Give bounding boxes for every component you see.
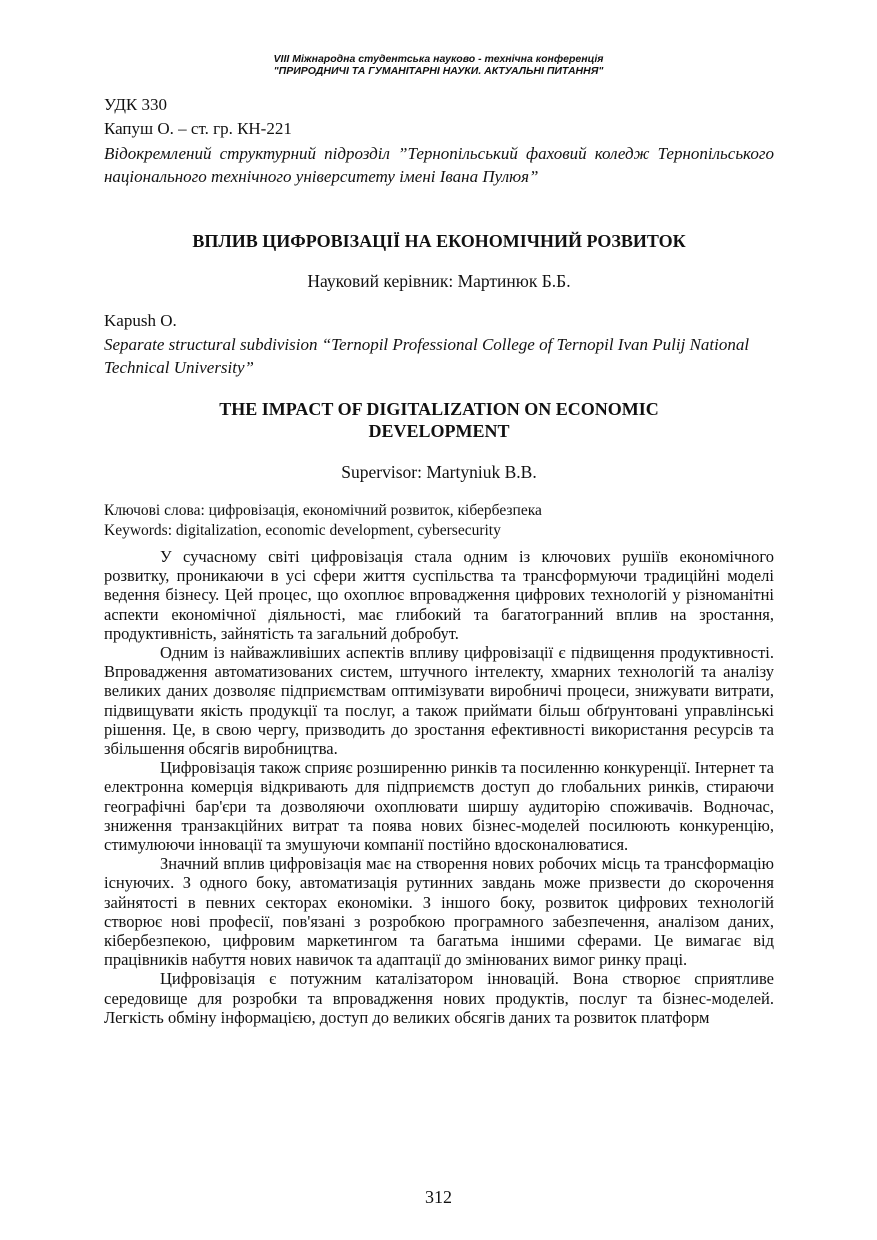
- page-number: 312: [425, 1187, 452, 1207]
- title-en: [104, 398, 774, 442]
- keywords-en: Keywords: digitalization, economic development, cybersecurity: [104, 522, 501, 539]
- title-en-line1: THE IMPACT OF DIGITALIZATION ON ECONOMIC: [219, 399, 659, 419]
- affiliation-en: Separate structural subdivision “Ternopil Professional College of Ternopil Ivan Pulij National Technical University”: [104, 335, 750, 377]
- keywords: [104, 501, 774, 541]
- udk-code: УДК 330: [104, 95, 168, 114]
- paragraph: Значний вплив цифровізація має на створення нових робочих місць та трансформацію існуючих. З одного боку, автоматизація рутинних завдань може призвести до скорочення зайнятості в певних секторах економіки. З іншого боку, розвиток цифрових технологій створює нові професії, пов'язані з розробкою програмного забезпечення, аналізом даних, кібербезпекою, цифровим маркетингом та багатьма іншими сферами. Це вимагає від працівників набуття нових навичок та адаптації до змінюваних вимог ринку праці.: [104, 854, 774, 970]
- supervisor-en: Supervisor: Martyniuk B.B.: [341, 462, 537, 482]
- paragraph: Одним із найважливіших аспектів впливу цифровізації є підвищення продуктивності. Впровадження автоматизованих систем, штучного інтелекту, хмарних технологій та аналізу великих даних дозволяє підприємствам оптимізувати виробничі процеси, знижувати витрати, підвищувати якість продукції та послуг, а також приймати більш обґрунтовані управлінські рішення. Це, в свою чергу, призводить до зростання ефективності використання ресурсів та збільшення обсягів виробництва.: [104, 643, 774, 759]
- paragraph: У сучасному світі цифровізація стала одним із ключових рушіїв економічного розвитку, проникаючи в усі сфери життя суспільства та трансформуючи традиційні моделі ведення бізнесу. Цей процес, що охоплює впровадження цифрових технологій у різноманітні аспекти економічної діяльності, має глибокий та багатогранний вплив на зростання, продуктивність, зайнятість та загальний добробут.: [104, 547, 774, 643]
- affiliation-ua: Відокремлений структурний підрозділ ”Тернопільський фаховий коледж Тернопільського національного технічного університету імені Івана Пулюя”: [104, 144, 774, 186]
- conference-header-line2: "ПРИРОДНИЧІ ТА ГУМАНІТАРНІ НАУКИ. АКТУАЛЬНІ ПИТАННЯ": [273, 65, 604, 77]
- body-text: [104, 547, 774, 1027]
- title-ua: ВПЛИВ ЦИФРОВІЗАЦІЇ НА ЕКОНОМІЧНИЙ РОЗВИТОК: [192, 231, 686, 251]
- title-en-line2: DEVELOPMENT: [368, 421, 510, 441]
- conference-header-line1: VIII Міжнародна студентська науково - технічна конференція: [273, 53, 604, 65]
- author-en: Kapush O.: [104, 311, 177, 330]
- conference-header: [0, 53, 877, 77]
- author-ua: Капуш О. – ст. гр. КН-221: [104, 119, 292, 138]
- keywords-ua: Ключові слова: цифровізація, економічний розвиток, кібербезпека: [104, 502, 542, 519]
- paragraph: Цифровізація також сприяє розширенню ринків та посиленню конкуренції. Інтернет та електронна комерція відкривають для підприємств доступ до глобальних ринків, стираючи географічні бар'єри та дозволяючи охоплювати ширшу аудиторію споживачів. Водночас, зниження транзакційних витрат та поява нових бізнес-моделей посилюють конкуренцію, стимулюючи інновації та змушуючи компанії постійно вдосконалюватися.: [104, 758, 774, 855]
- paragraph: Цифровізація є потужним каталізатором інновацій. Вона створює сприятливе середовище для розробки та впровадження нових продуктів, послуг та бізнес-моделей. Легкість обміну інформацією, доступ до великих обсягів даних та розвиток платформ: [104, 969, 774, 1027]
- supervisor-ua: Науковий керівник: Мартинюк Б.Б.: [307, 271, 571, 291]
